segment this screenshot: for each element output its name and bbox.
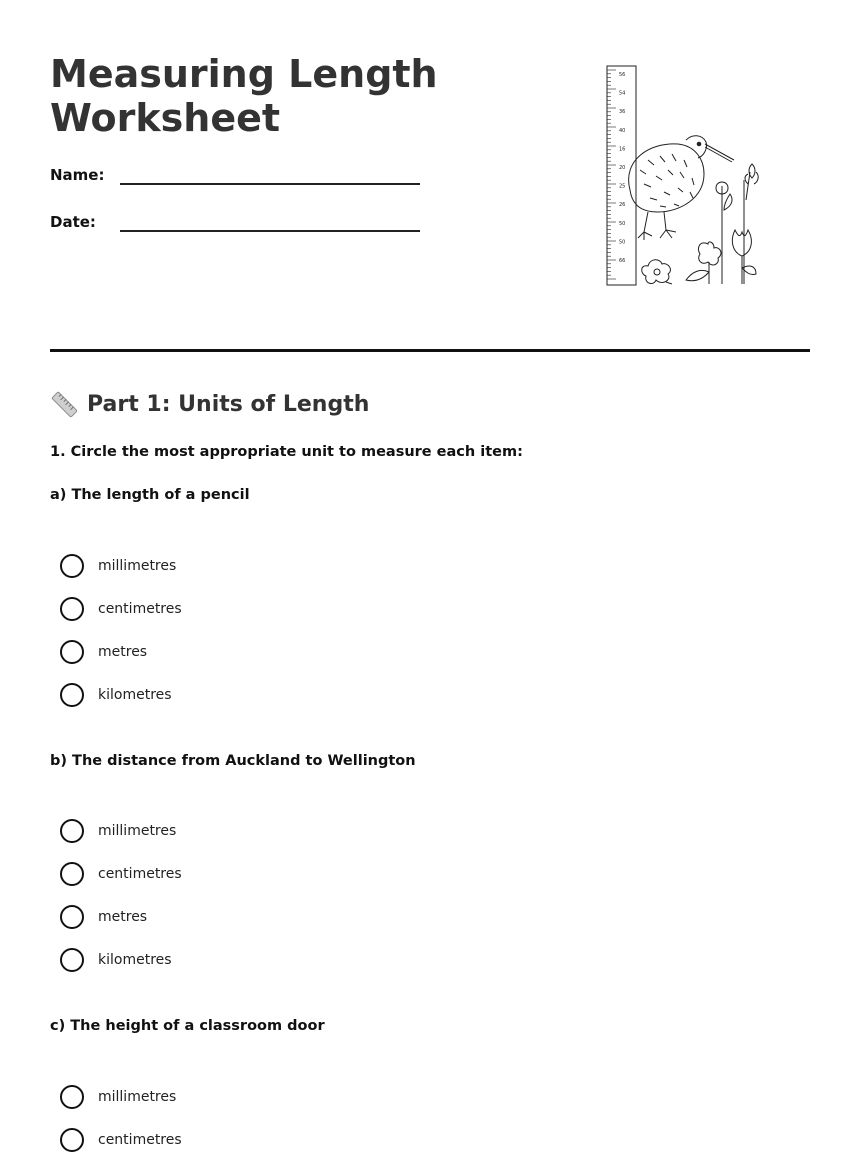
- question-c-option-centimetres[interactable]: [60, 1128, 182, 1152]
- kiwi-bird-graphic: [629, 136, 734, 240]
- ruler-mark-label: 56: [619, 72, 626, 78]
- radio-circle[interactable]: [60, 948, 84, 972]
- title-line-2: Worksheet: [50, 96, 281, 140]
- question-b-label: b) The distance from Auckland to Wellington: [50, 753, 416, 769]
- question-instruction: 1. Circle the most appropriate unit to measure each item:: [50, 444, 523, 460]
- date-label: Date:: [50, 213, 96, 231]
- question-c-label: c) The height of a classroom door: [50, 1018, 325, 1034]
- radio-circle[interactable]: [60, 862, 84, 886]
- radio-circle[interactable]: [60, 683, 84, 707]
- question-a-option-millimetres[interactable]: [60, 554, 176, 578]
- question-a-label: a) The length of a pencil: [50, 487, 250, 503]
- question-a-option-centimetres[interactable]: [60, 597, 182, 621]
- ruler-mark-label: 20: [619, 165, 626, 171]
- question-b-option-kilometres[interactable]: [60, 948, 172, 972]
- ruler-mark-label: 26: [619, 202, 626, 209]
- option-label: centimetres: [98, 866, 182, 882]
- ruler-icon: [50, 390, 79, 419]
- ruler-mark-label: 50: [619, 239, 626, 246]
- kiwi-height-chart-illustration: [600, 60, 770, 292]
- date-line[interactable]: [120, 230, 420, 232]
- option-label: metres: [98, 909, 148, 925]
- radio-circle[interactable]: [60, 554, 84, 578]
- ruler-mark-label: 40: [619, 127, 626, 134]
- header-divider: [50, 349, 810, 352]
- part1-heading-text: Part 1: Units of Length: [87, 391, 370, 417]
- question-b-option-metres[interactable]: [60, 905, 147, 929]
- height-ruler-graphic: [607, 66, 636, 285]
- question-a-option-metres[interactable]: [60, 640, 147, 664]
- radio-circle[interactable]: [60, 905, 84, 929]
- title-line-1: Measuring Length: [50, 52, 438, 96]
- question-b-option-centimetres[interactable]: [60, 862, 182, 886]
- option-label: millimetres: [98, 1089, 177, 1105]
- ruler-mark-label: 50: [619, 220, 626, 227]
- ruler-mark-label: 36: [619, 109, 626, 116]
- question-b-option-millimetres[interactable]: [60, 819, 176, 843]
- radio-circle[interactable]: [60, 1128, 84, 1152]
- question-a-option-kilometres[interactable]: [60, 683, 172, 707]
- option-label: millimetres: [98, 558, 177, 574]
- part1-heading: [50, 388, 369, 420]
- option-label: centimetres: [98, 1132, 182, 1148]
- option-label: centimetres: [98, 601, 182, 617]
- radio-circle[interactable]: [60, 1085, 84, 1109]
- ruler-mark-label: 16: [619, 146, 626, 153]
- question-c-option-millimetres[interactable]: [60, 1085, 176, 1109]
- date-field[interactable]: [50, 213, 420, 237]
- flowers-graphic: [642, 164, 758, 284]
- name-label: Name:: [50, 166, 105, 184]
- ruler-mark-label: 54: [619, 90, 626, 97]
- ruler-mark-label: 66: [619, 258, 626, 264]
- option-label: kilometres: [98, 687, 172, 703]
- ruler-mark-label: 25: [619, 183, 626, 190]
- page-title: [50, 52, 470, 140]
- name-field[interactable]: [50, 166, 420, 190]
- name-line[interactable]: [120, 183, 420, 185]
- radio-circle[interactable]: [60, 597, 84, 621]
- option-label: metres: [98, 644, 148, 660]
- option-label: millimetres: [98, 823, 177, 839]
- option-label: kilometres: [98, 952, 172, 968]
- radio-circle[interactable]: [60, 640, 84, 664]
- radio-circle[interactable]: [60, 819, 84, 843]
